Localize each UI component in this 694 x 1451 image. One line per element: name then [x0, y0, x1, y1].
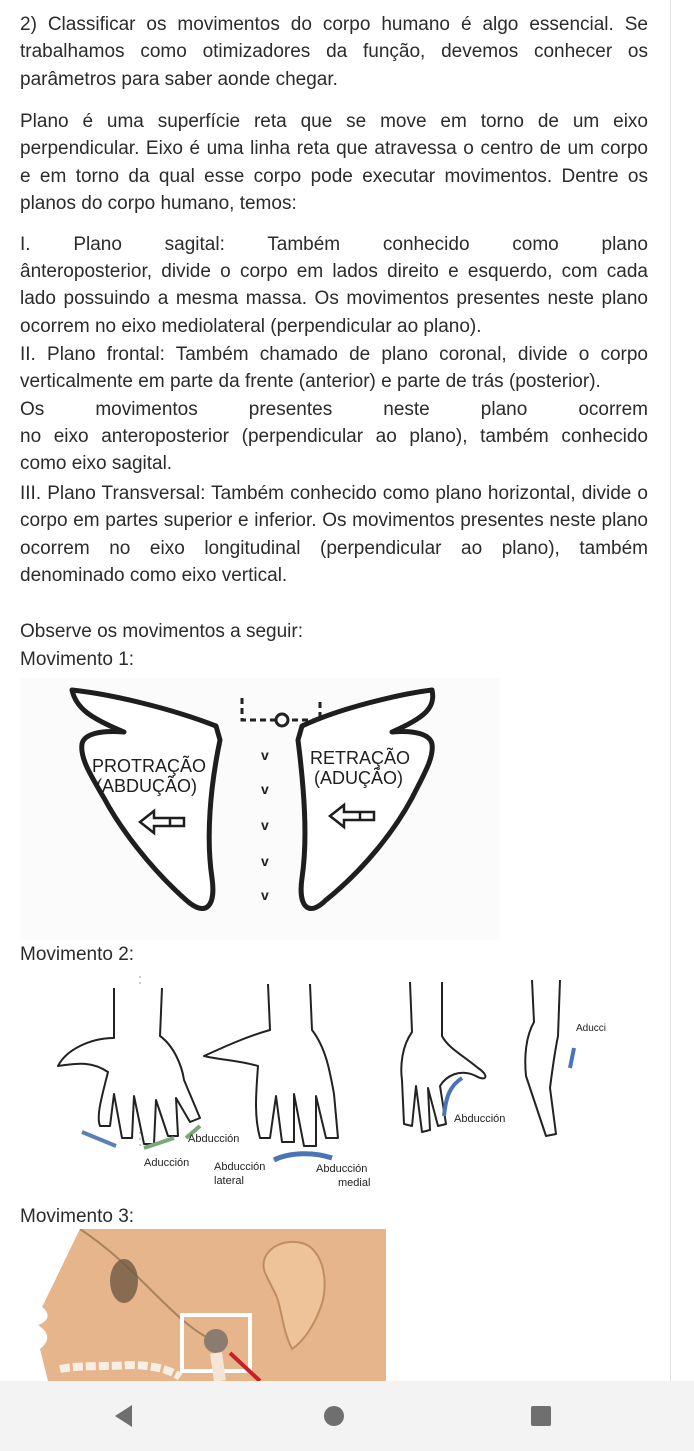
observe-text: Observe os movimentos a seguir:	[20, 621, 304, 642]
label-aducci-cut: Aducci	[576, 1023, 607, 1034]
page-edge-line	[670, 0, 671, 1381]
protraction-label: PROTRAÇÃO	[92, 756, 207, 776]
plane2-rest: no eixo anteroposterior (perpendicular ao plano), também conhecido como eixo sagital.	[20, 426, 648, 475]
side-view-hand-drawing	[525, 980, 560, 1136]
label-abduccion-lateral-1: Abducción	[214, 1161, 266, 1173]
android-navigation-bar	[0, 1381, 694, 1451]
label-abduccion-medial-2: medial	[338, 1177, 371, 1189]
label-abduccion-thumb: Abducción	[454, 1113, 506, 1125]
spine-mark-2: v	[261, 781, 269, 797]
plane2-mid-line: Os movimentos presentes neste plano ocorrem	[20, 399, 648, 420]
left-hand-drawing	[58, 988, 200, 1144]
middle-hand-drawing	[204, 984, 338, 1146]
back-triangle-icon[interactable]	[112, 1404, 136, 1428]
spine-mark-4: v	[261, 853, 269, 869]
spine-mark-1: v	[261, 747, 269, 763]
hand-movements-figure	[50, 976, 630, 1192]
adduction-label: (ADUÇÃO)	[314, 768, 403, 788]
plane2-first: II. Plano frontal: Também chamado de plano coronal, divide o corpo verticalmente em parte da frente (anterior) e parte de trás (posterior).	[20, 344, 648, 393]
spine-mark-5: v	[261, 887, 269, 903]
abduction-label: (ABDUÇÃO)	[96, 776, 198, 796]
spine-mark-3: v	[261, 817, 269, 833]
movement1-label: Movimento 1:	[20, 649, 135, 670]
label-abduccion-medial-1: Abducción	[316, 1163, 368, 1175]
home-circle-icon[interactable]	[323, 1405, 345, 1427]
retraction-label: RETRAÇÃO	[310, 748, 411, 768]
eye-socket	[110, 1259, 138, 1303]
jaw-joint	[204, 1329, 228, 1353]
spine-reference-point	[276, 714, 288, 726]
adduction-arrow-blue	[82, 1132, 116, 1146]
label-abduccion-lateral-2: lateral	[214, 1175, 244, 1187]
recents-square-icon[interactable]	[530, 1405, 552, 1427]
plane3-paragraph: III. Plano Transversal: Também conhecido como plano horizontal, divide o corpo em partes superior e inferior. Os movimentos presentes neste plano ocorrem no eixo longitudinal (perpendicular ao plano), também denominado como eixo vertical.	[20, 483, 648, 587]
jaw-figure	[20, 1229, 386, 1381]
movement2-label: Movimento 2:	[20, 944, 135, 965]
label-aduccion: Aducción	[144, 1157, 190, 1169]
jaw-condyle	[216, 1353, 220, 1381]
lateral-medial-arrow	[274, 1154, 332, 1160]
plane1-rest: ânteroposterior, divide o corpo em lados direito e esquerdo, com cada lado possuindo a mesma massa. Os movimentos presentes neste plano ocorrem no eixo mediolateral (perpendicular ao plano).	[20, 261, 648, 337]
movement3-label: Movimento 3:	[20, 1206, 135, 1227]
question-intro: 2) Classificar os movimentos do corpo humano é algo essencial. Se trabalhamos como otimizadores da função, devemos conhecer os parâmetros para saber aonde chegar.	[20, 14, 648, 90]
label-abduccion: Abducción	[188, 1133, 240, 1145]
jaw-figure-bg	[20, 1229, 386, 1381]
definition-paragraph: Plano é uma superfície reta que se move em torno de um eixo perpendicular. Eixo é uma linha reta que atravessa o centro de um corpo e em torno da qual esse corpo pode executar movimentos. Dentre os planos do corpo humano, temos:	[20, 111, 648, 215]
thumb-abduction-arrow	[444, 1078, 462, 1116]
plane1-first-line: I. Plano sagital: Também conhecido como plano	[20, 234, 648, 255]
scapula-figure	[20, 678, 500, 940]
side-adduction-arrow	[570, 1048, 574, 1068]
